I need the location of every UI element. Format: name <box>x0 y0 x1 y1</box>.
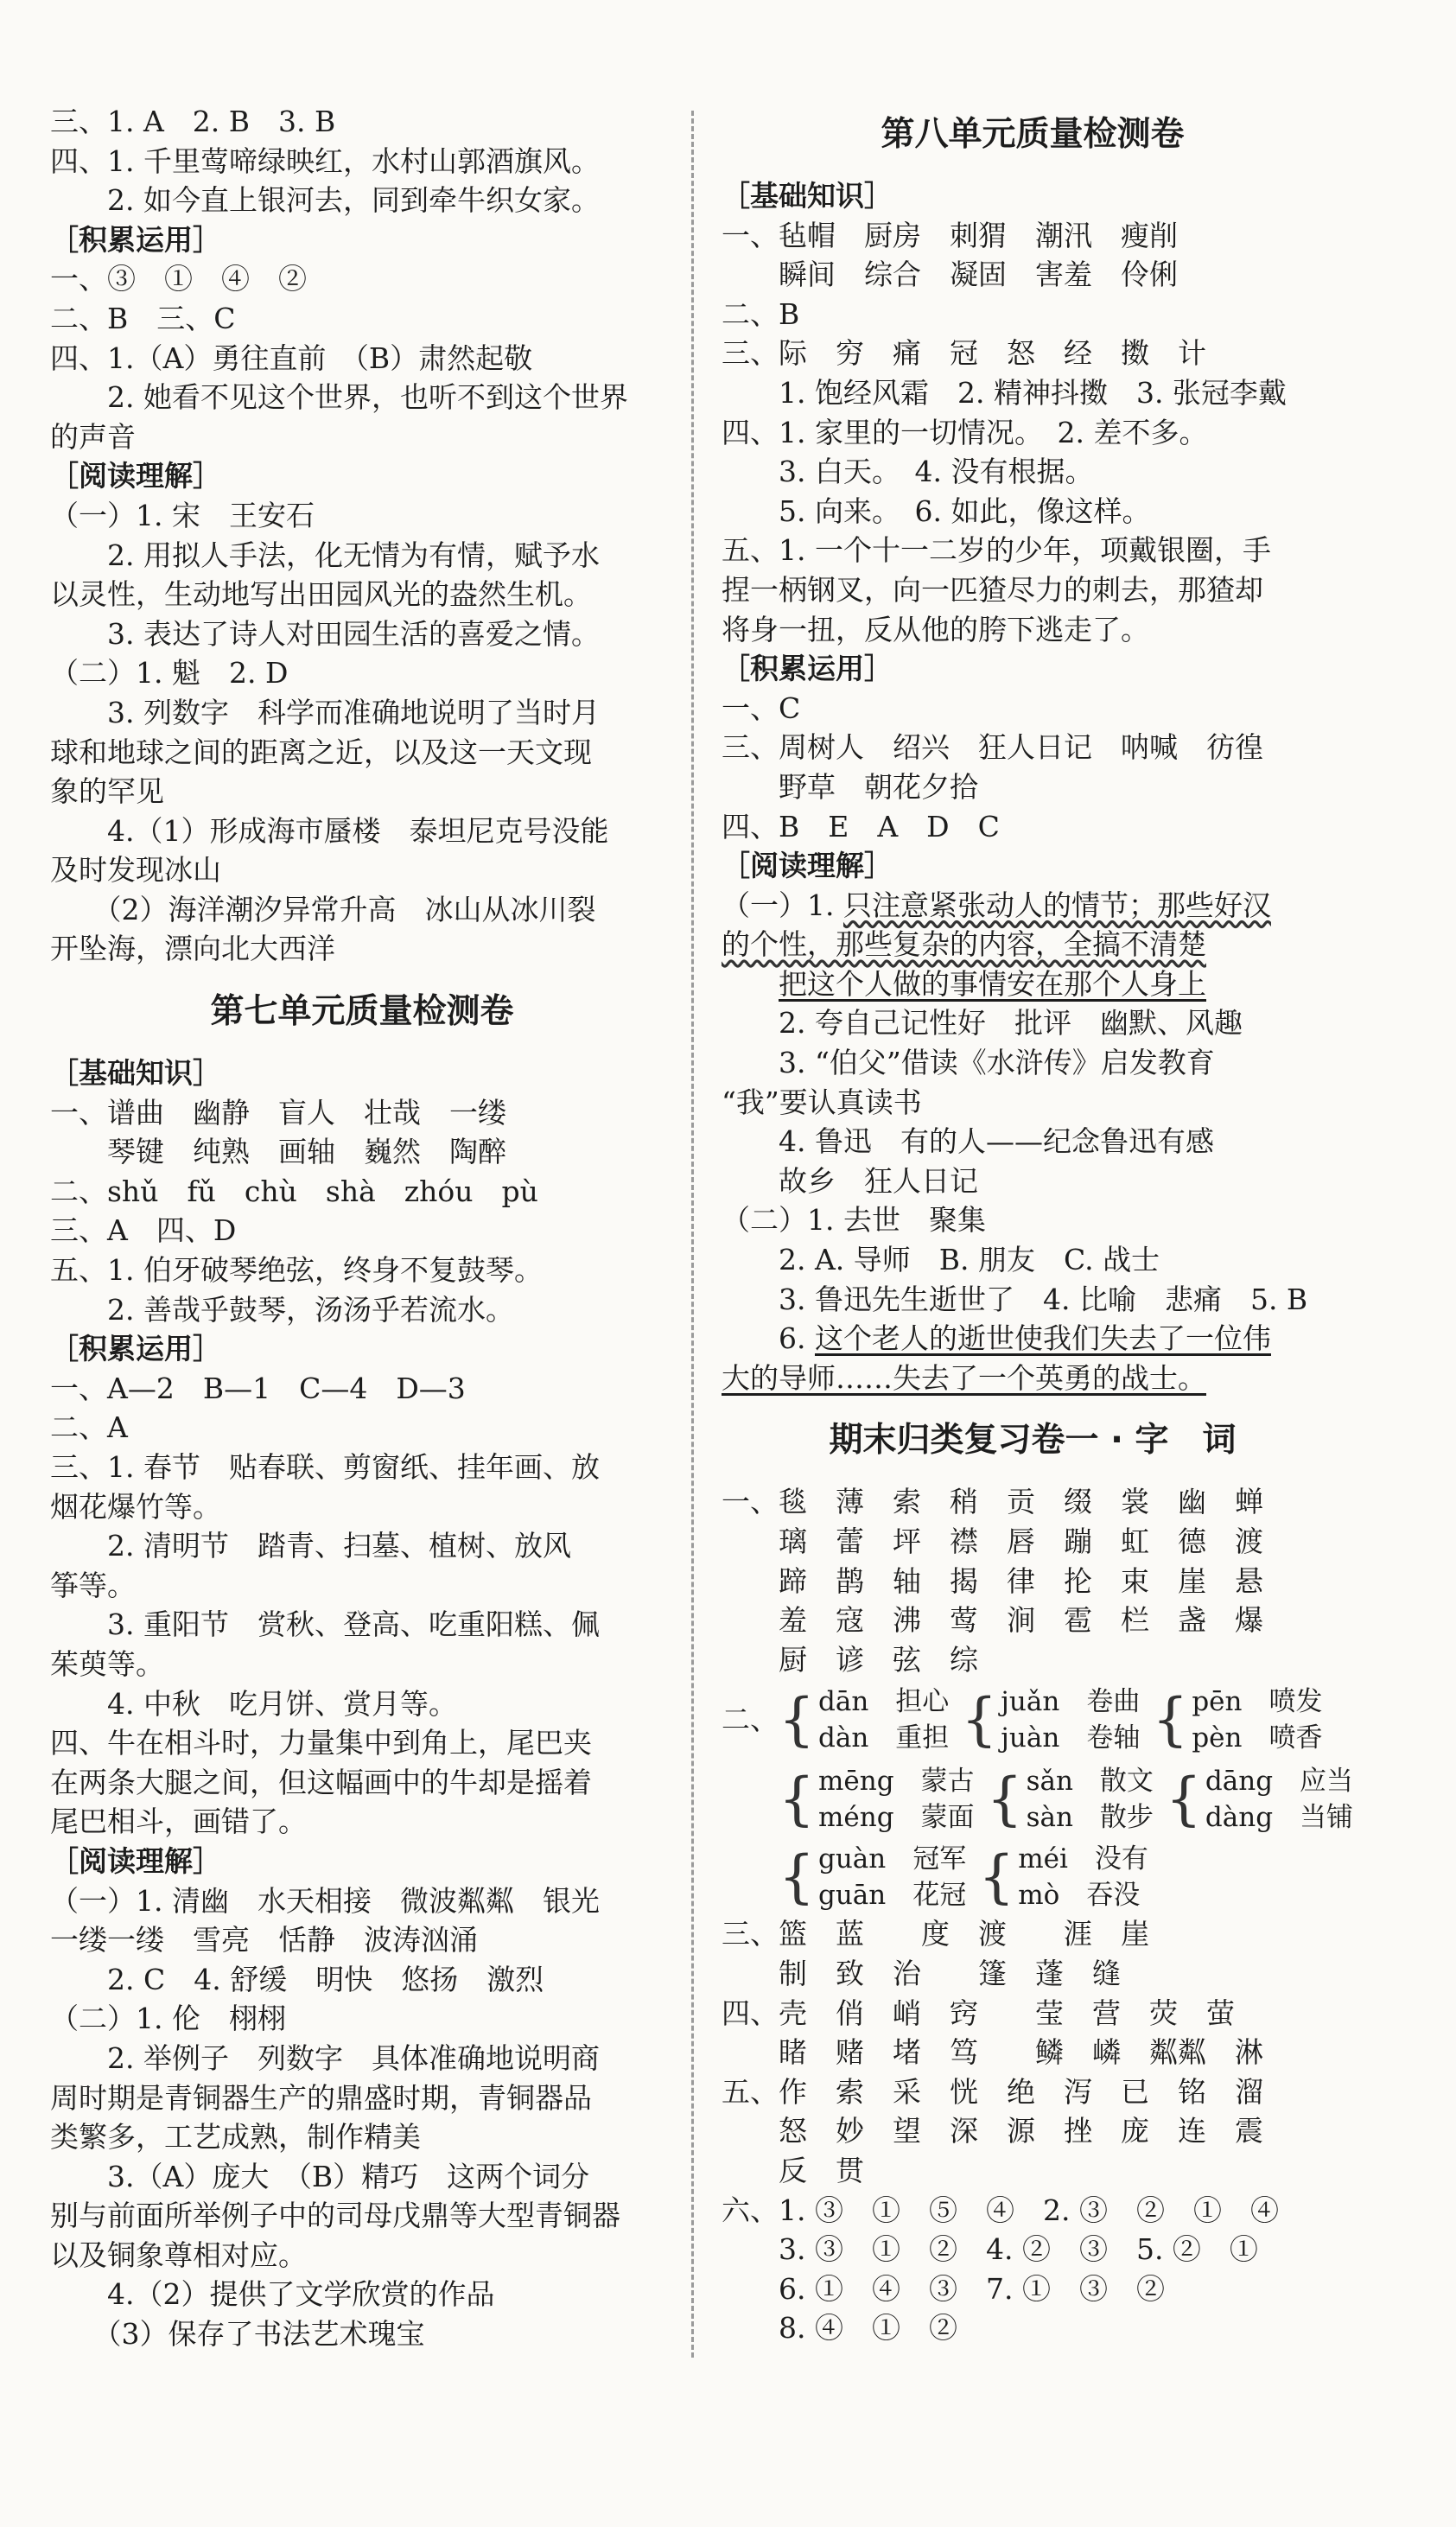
answer-line: 4.（2）提供了文学欣赏的作品 <box>50 2277 495 2312</box>
pinyin-pair <box>1152 1684 1322 1756</box>
pinyin-entry: dāng 应当 <box>1205 1766 1354 1798</box>
pinyin-pair <box>961 1684 1140 1756</box>
answer-line: 五、1. 伯牙破琴绝弦，终身不复鼓琴。 <box>50 1253 543 1288</box>
answer-line: 三、1. 春节 贴春联、剪窗纸、挂年画、放 <box>50 1450 600 1484</box>
pinyin-entry: juǎn 卷曲 <box>1001 1686 1141 1718</box>
answer-line: 四、B E A D C <box>722 809 1000 843</box>
unit8-answers-b <box>722 1003 1344 1319</box>
answer-line: 2. 用拟人手法，化无情为有情，赋予水 <box>50 538 600 572</box>
answer-line: 二、A <box>50 1410 128 1445</box>
answer-line: 象的罕见 <box>50 774 164 809</box>
answer-line: 一缕一缕 雪亮 恬静 波涛汹涌 <box>50 1923 478 1957</box>
pinyin-entry: dàn 重担 <box>818 1722 950 1754</box>
pinyin-entry: juàn 卷轴 <box>1001 1722 1141 1754</box>
answer-line: 4. 中秋 吃月饼、赏月等。 <box>50 1686 457 1721</box>
answer-line: 以及铜象尊相对应。 <box>50 2237 307 2272</box>
answer-line: 璃 蕾 坪 襟 唇 蹦 虹 德 渡 <box>722 1524 1263 1558</box>
answer-line: 6. ① ④ ③ 7. ① ③ ② <box>722 2271 1165 2306</box>
answer-line: 制 致 治 篷 蓬 缝 <box>722 1956 1121 1990</box>
answer-line: 四、牛在相斗时，力量集中到角上，尾巴夹 <box>50 1726 592 1760</box>
pinyin-entry: dàng 当铺 <box>1205 1802 1354 1834</box>
pinyin-pair <box>1166 1763 1353 1836</box>
pinyin-entry: mò 吞没 <box>1018 1880 1141 1912</box>
answer-line: 故乡 狂人日记 <box>722 1163 978 1198</box>
answer-line: 四、1.（A）勇往直前 （B）肃然起敬 <box>50 341 533 375</box>
unit7-title: 第七单元质量检测卷 <box>210 992 514 1032</box>
answer-line: 琴键 纯熟 画轴 巍然 陶醉 <box>50 1135 506 1169</box>
answer-line: （一）1. 宋 王安石 <box>50 498 315 532</box>
answer-line: 2. A. 导师 B. 朋友 C. 战士 <box>722 1243 1160 1277</box>
section-heading: ［积累运用］ <box>50 222 221 257</box>
answer-line: 以灵性，生动地写出田园风光的盎然生机。 <box>50 577 592 612</box>
answer-line: 三、A 四、D <box>50 1213 237 1248</box>
answer-line: 五、1. 一个十一二岁的少年，项戴银圈，手 <box>722 533 1271 568</box>
brace-icon: { <box>978 1843 1015 1911</box>
answer-line: 3. ③ ① ② 4. ② ③ 5. ② ① <box>722 2232 1258 2267</box>
line-prefix <box>722 967 779 1001</box>
answer-line: 二、shǔ fǔ chù shà zhóu pù <box>50 1174 538 1208</box>
final-answers-a <box>722 1482 1344 1679</box>
answer-line: 五、作 索 采 恍 绝 泻 已 铭 溜 <box>722 2074 1263 2109</box>
section-heading: ［积累运用］ <box>50 1332 221 1366</box>
underlined-text: 只注意紧张动人的情节；那些好汉 <box>842 888 1271 922</box>
unit8-reading-line-3 <box>722 964 1344 1004</box>
answer-line: 2. C 4. 舒缓 明快 悠扬 激烈 <box>50 1962 544 1996</box>
underlined-text: 大的导师……失去了一个英勇的战士。 <box>722 1360 1206 1395</box>
answer-line: 四、壳 俏 峭 窍 莹 营 荧 萤 <box>722 1996 1235 2030</box>
column-divider <box>691 111 694 2358</box>
pinyin-entry: dān 担心 <box>818 1686 950 1718</box>
answer-line: 三、周树人 绍兴 狂人日记 呐喊 彷徨 <box>722 730 1263 765</box>
answer-line: 捏一柄钢叉，向一匹猹尽力的刺去，那猹却 <box>722 572 1263 607</box>
pinyin-entry: guàn 冠军 <box>818 1843 967 1875</box>
answer-line: 8. ④ ① ② <box>722 2311 957 2346</box>
answer-line: 类繁多，工艺成熟，制作精美 <box>50 2120 421 2155</box>
answer-line: 及时发现冰山 <box>50 853 221 888</box>
answer-line: 瞬间 综合 凝固 害羞 伶俐 <box>722 258 1178 292</box>
section-heading: ［基础知识］ <box>722 179 893 213</box>
pinyin-pair <box>779 1763 975 1836</box>
answer-line: 野草 朝花夕拾 <box>722 769 978 804</box>
answer-line: 2. 她看不见这个世界，也听不到这个世界 <box>50 380 628 415</box>
answer-line: 三、1. A 2. B 3. B <box>50 105 336 138</box>
unit8-reading-line-2 <box>722 925 1344 964</box>
line-prefix: 6. <box>722 1321 815 1356</box>
answer-line: 怒 妙 望 深 源 挫 庞 连 震 <box>722 2114 1263 2148</box>
answer-line: 2. 善哉乎鼓琴，汤汤乎若流水。 <box>50 1292 514 1327</box>
answer-line: 4. 鲁迅 有的人——纪念鲁迅有感 <box>722 1124 1214 1159</box>
answer-line: “我”要认真读书 <box>722 1085 922 1119</box>
answer-line: 二、B 三、C <box>50 301 236 335</box>
unit8-reading-line-6 <box>722 1319 1344 1359</box>
answer-line: （二）1. 魁 2. D <box>50 656 289 691</box>
pinyin-pair <box>779 1841 966 1913</box>
answer-line: 三、际 穷 痛 冠 怒 经 擞 计 <box>722 336 1206 371</box>
final-answers-b <box>722 1914 1344 2348</box>
underlined-text: 把这个人做的事情安在那个人身上 <box>779 966 1206 1001</box>
pinyin-row <box>722 1759 1354 1836</box>
unit7-answers <box>50 1053 674 2354</box>
answer-line: 开坠海，漂向北大西洋 <box>50 932 335 966</box>
section-heading: ［阅读理解］ <box>50 1843 221 1878</box>
answer-line: 3.（A）庞大 （B）精巧 这两个词分 <box>50 2159 590 2193</box>
answer-line: 茱萸等。 <box>50 1646 164 1681</box>
answer-line: 3. 鲁迅先生逝世了 4. 比喻 悲痛 5. B <box>722 1282 1308 1316</box>
answer-line: 将身一扭，反从他的胯下逃走了。 <box>722 612 1149 646</box>
unit6-answers <box>50 102 674 969</box>
pinyin-entry: sǎn 散文 <box>1026 1766 1154 1798</box>
section-heading: ［阅读理解］ <box>50 459 221 493</box>
pinyin-entry: guān 花冠 <box>818 1880 967 1912</box>
answer-line: 四、1. 千里莺啼绿映红，水村山郭酒旗风。 <box>50 143 600 178</box>
unit8-title: 第八单元质量检测卷 <box>881 115 1185 154</box>
answer-line: （一）1. 清幽 水天相接 微波粼粼 银光 <box>50 1883 600 1918</box>
answer-line: 厨 谚 弦 综 <box>722 1642 978 1677</box>
answer-line: 二、B <box>722 296 800 331</box>
unit8-reading-line-7 <box>722 1359 1344 1398</box>
answer-line: 一、毯 薄 索 稍 贡 缀 裳 幽 蝉 <box>722 1485 1263 1519</box>
answer-line: 3. “伯父”借读《水浒传》启发教育 <box>722 1046 1215 1080</box>
answer-line: 3. 表达了诗人对田园生活的喜爱之情。 <box>50 616 600 651</box>
answer-line: 睹 赌 堵 笃 鳞 嶙 粼粼 淋 <box>722 2035 1263 2070</box>
brace-icon: { <box>1152 1686 1189 1754</box>
answer-line: 一、③ ① ④ ② <box>50 262 307 296</box>
line-prefix: （一）1. <box>722 888 843 922</box>
answer-line: 1. 饱经风霜 2. 精神抖擞 3. 张冠李戴 <box>722 375 1287 410</box>
brace-icon: { <box>779 1843 815 1911</box>
answer-line: 四、1. 家里的一切情况。 2. 差不多。 <box>722 415 1208 449</box>
answer-line: （3）保存了书法艺术瑰宝 <box>50 2317 425 2352</box>
right-column <box>722 102 1354 2348</box>
pinyin-pairs-section <box>722 1679 1354 1914</box>
answer-line: 3. 列数字 科学而准确地说明了当时月 <box>50 695 600 729</box>
left-column <box>50 102 674 2354</box>
answer-line: 2. 如今直上银河去，同到牵牛织女家。 <box>50 183 600 218</box>
answer-line: 2. 夸自己记性好 批评 幽默、风趣 <box>722 1006 1243 1041</box>
pinyin-pair <box>987 1763 1154 1836</box>
answer-line: 一、A—2 B—1 C—4 D—3 <box>50 1371 466 1405</box>
answer-line: 三、篮 蓝 度 渡 涯 崖 <box>722 1917 1149 1951</box>
answer-line: 3. 白天。 4. 没有根据。 <box>722 455 1094 489</box>
section-heading: ［阅读理解］ <box>722 849 893 883</box>
pinyin-entry: méng 蒙面 <box>818 1802 975 1834</box>
answer-line: （二）1. 去世 聚集 <box>722 1203 986 1238</box>
pinyin-entry: pēn 喷发 <box>1192 1686 1323 1718</box>
pinyin-entry: sàn 散步 <box>1026 1802 1154 1834</box>
answer-line: 2. 清明节 踏青、扫墓、植树、放风 <box>50 1529 571 1563</box>
unit8-answers-a <box>722 176 1344 886</box>
underlined-text: 这个老人的逝世使我们失去了一位伟 <box>814 1321 1271 1356</box>
answer-line: （2）海洋潮汐异常升高 冰山从冰川裂 <box>50 892 596 926</box>
pinyin-entry: méi 没有 <box>1018 1843 1148 1875</box>
answer-line: 的声音 <box>50 419 136 454</box>
section-heading: ［基础知识］ <box>50 1056 221 1091</box>
answer-line: 一、毡帽 厨房 刺猬 潮汛 瘦削 <box>722 218 1178 252</box>
answer-line: 一、C <box>722 691 801 725</box>
answer-line: 一、谱曲 幽静 盲人 壮哉 一缕 <box>50 1095 506 1130</box>
brace-icon: { <box>779 1686 815 1754</box>
answer-line: 别与前面所举例子中的司母戊鼎等大型青铜器 <box>50 2199 620 2233</box>
answer-line: 2. 举例子 列数字 具体准确地说明商 <box>50 2040 600 2075</box>
pinyin-pair <box>779 1684 949 1756</box>
pinyin-row <box>722 1836 1344 1914</box>
answer-line: 球和地球之间的距离之近，以及这一天文现 <box>50 735 592 769</box>
pinyin-label: 二、 <box>722 1703 779 1737</box>
answer-line: 筝等。 <box>50 1568 136 1602</box>
pinyin-entry: pèn 喷香 <box>1192 1722 1323 1754</box>
brace-icon: { <box>961 1686 998 1754</box>
answer-line: （二）1. 伦 栩栩 <box>50 2002 286 2036</box>
pinyin-row <box>722 1679 1344 1759</box>
underlined-text: 的个性，那些复杂的内容，全搞不清楚 <box>722 927 1206 962</box>
unit8-reading-line-1 <box>722 886 1344 926</box>
answer-line: 在两条大腿之间，但这幅画中的牛却是摇着 <box>50 1765 592 1799</box>
answer-line: 4.（1）形成海市蜃楼 泰坦尼克号没能 <box>50 813 609 848</box>
brace-icon: { <box>986 1766 1023 1833</box>
answer-line: 羞 寇 沸 莺 涧 雹 栏 盏 爆 <box>722 1603 1263 1638</box>
answer-line: 六、1. ③ ① ⑤ ④ 2. ③ ② ① ④ <box>722 2193 1279 2227</box>
answer-line: 周时期是青铜器生产的鼎盛时期，青铜器品 <box>50 2080 592 2115</box>
brace-icon: { <box>779 1766 815 1833</box>
final-review-title: 期末归类复习卷一 · 字 词 <box>829 1421 1237 1461</box>
pinyin-entry: mēng 蒙古 <box>818 1766 975 1798</box>
answer-line: 烟花爆竹等。 <box>50 1489 221 1524</box>
brace-icon: { <box>1165 1766 1202 1833</box>
answer-line: 5. 向来。 6. 如此，像这样。 <box>722 493 1151 528</box>
answer-line: 反 贯 <box>722 2153 864 2187</box>
section-heading: ［积累运用］ <box>722 652 893 686</box>
answer-line: 尾巴相斗，画错了。 <box>50 1805 307 1839</box>
answer-line: 3. 重阳节 赏秋、登高、吃重阳糕、佩 <box>50 1607 600 1642</box>
pinyin-pair <box>978 1841 1148 1913</box>
answer-line: 蹄 鹊 轴 揭 律 抡 束 崖 悬 <box>722 1563 1263 1598</box>
